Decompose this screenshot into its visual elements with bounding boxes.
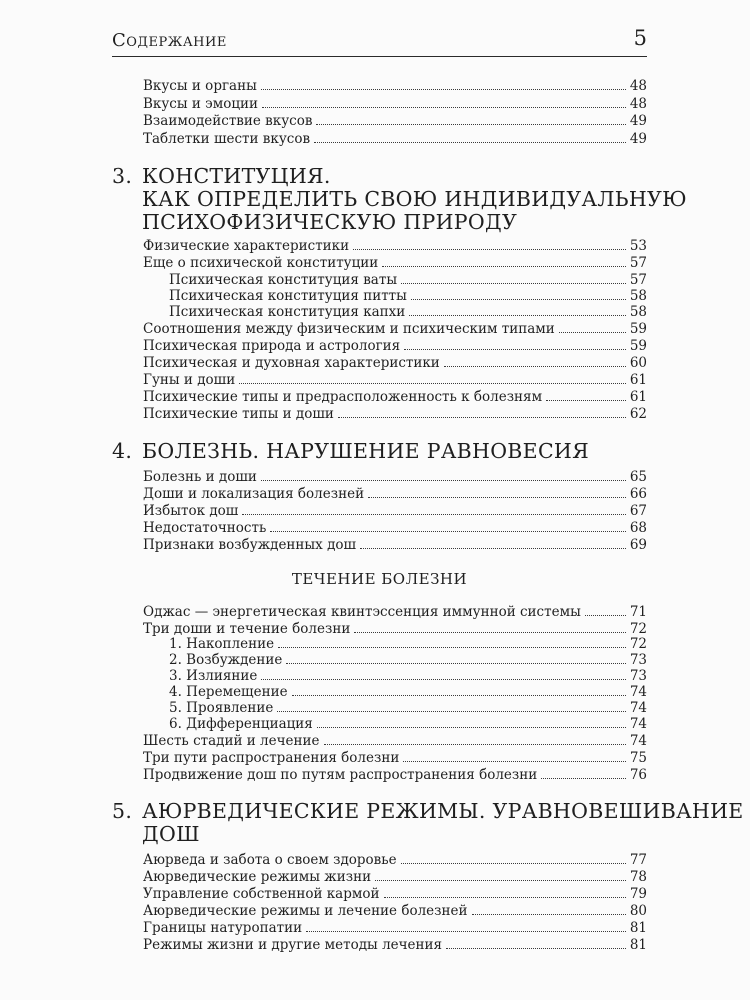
chapter-title-line: ДОШ xyxy=(142,822,200,846)
leader-dots xyxy=(306,918,626,932)
leader-dots xyxy=(546,387,626,401)
toc-entry-title: Психическая конституция капхи xyxy=(169,304,406,320)
toc-entry[interactable] xyxy=(143,76,647,94)
chapter-number: 3. xyxy=(112,164,133,188)
toc-entry[interactable] xyxy=(143,501,647,519)
chapter-title-line: АЮРВЕДИЧЕСКИЕ РЕЖИМЫ. УРАВНОВЕШИВАНИЕ xyxy=(142,799,744,823)
toc-entry-title: Вкусы и органы xyxy=(143,78,257,94)
toc-entry-page: 58 xyxy=(629,288,647,304)
leader-dots xyxy=(324,731,626,745)
leader-dots xyxy=(292,682,626,696)
leader-dots xyxy=(382,253,626,267)
toc-entry-title: Психические типы и доши xyxy=(143,406,334,422)
toc-entry-page: 66 xyxy=(629,486,647,502)
toc-entry-title: Соотношения между физическим и психическим типами xyxy=(143,321,555,337)
leader-dots xyxy=(354,619,625,633)
toc-entry-title: Оджас — энергетическая квинтэссенция иммунной системы xyxy=(143,604,581,620)
toc-entry-page: 75 xyxy=(629,750,647,766)
toc-entry-title: Взаимодействие вкусов xyxy=(143,113,313,129)
leader-dots xyxy=(559,319,626,333)
leader-dots xyxy=(368,484,626,498)
toc-entry-title: Режимы жизни и другие методы лечения xyxy=(143,937,443,953)
toc-entry[interactable] xyxy=(143,111,647,129)
leader-dots xyxy=(384,884,626,898)
leader-dots xyxy=(261,76,626,90)
chapter-title-line: КАК ОПРЕДЕЛИТЬ СВОЮ ИНДИВИДУАЛЬНУЮ xyxy=(142,187,687,211)
toc-entry-title: Психическая природа и астрология xyxy=(143,338,401,354)
chapter-title-line: КОНСТИТУЦИЯ. xyxy=(142,164,331,188)
toc-entry-title: Управление собственной кармой xyxy=(143,886,380,902)
toc-entry-title: Шесть стадий и лечение xyxy=(143,733,320,749)
leader-dots xyxy=(401,850,626,864)
leader-dots xyxy=(270,518,626,532)
toc-entry-title: Таблетки шести вкусов xyxy=(143,131,311,147)
toc-entry-page: 69 xyxy=(629,537,647,553)
toc-entry-page: 59 xyxy=(629,321,647,337)
leader-dots xyxy=(314,129,626,143)
toc-entry-title: Еще о психической конституции xyxy=(143,255,379,271)
toc-entry-page: 58 xyxy=(629,304,647,320)
leader-dots xyxy=(278,634,626,648)
toc-entry-title: Три пути распространения болезни xyxy=(143,750,400,766)
toc-entry[interactable] xyxy=(143,319,647,337)
leader-dots xyxy=(541,765,626,779)
toc-entry[interactable] xyxy=(143,467,647,485)
toc-entry-title: Гуны и доши xyxy=(143,372,236,388)
toc-entry-title: Аюрведа и забота о своем здоровье xyxy=(143,852,397,868)
toc-subentry[interactable] xyxy=(169,302,647,320)
leader-dots xyxy=(444,353,626,367)
toc-entry[interactable] xyxy=(143,748,647,766)
toc-entry-title: Психическая конституция ваты xyxy=(169,272,398,288)
leader-dots xyxy=(239,370,626,384)
leader-dots xyxy=(261,666,625,680)
toc-entry[interactable] xyxy=(143,387,647,405)
toc-entry-title: Доши и локализация болезней xyxy=(143,486,365,502)
running-header-title: Содержание xyxy=(112,30,227,51)
toc-entry-title: Границы натуропатии xyxy=(143,920,303,936)
toc-entry-page: 61 xyxy=(629,372,647,388)
toc-entry-page: 74 xyxy=(629,716,647,732)
leader-dots xyxy=(360,535,626,549)
toc-entry-page: 81 xyxy=(629,920,647,936)
toc-entry[interactable] xyxy=(143,253,647,271)
leader-dots xyxy=(585,602,626,616)
leader-dots xyxy=(286,650,625,664)
toc-entry-title: Продвижение дош по путям распространения болезни xyxy=(143,767,538,783)
leader-dots xyxy=(261,467,626,481)
section-heading[interactable]: ТЕЧЕНИЕ БОЛЕЗНИ xyxy=(291,570,468,588)
toc-entry[interactable] xyxy=(143,867,647,885)
chapter-title-line: ПСИХОФИЗИЧЕСКУЮ ПРИРОДУ xyxy=(142,210,518,234)
toc-entry-page: 68 xyxy=(629,520,647,536)
toc-entry-title: Аюрведические режимы и лечение болезней xyxy=(143,903,468,919)
toc-entry-title: 5. Проявление xyxy=(169,700,274,716)
leader-dots xyxy=(353,236,626,250)
toc-entry-page: 65 xyxy=(629,469,647,485)
leader-dots xyxy=(411,286,626,300)
toc-entry-title: Психические типы и предрасположенность к болезням xyxy=(143,389,543,405)
toc-entry-page: 49 xyxy=(629,113,647,129)
leader-dots xyxy=(409,302,626,316)
toc-entry-page: 80 xyxy=(629,903,647,919)
toc-entry-page: 59 xyxy=(629,338,647,354)
toc-entry[interactable] xyxy=(143,535,647,553)
chapter-heading-3[interactable] xyxy=(112,164,687,235)
toc-entry-page: 67 xyxy=(629,503,647,519)
leader-dots xyxy=(317,714,626,728)
toc-entry-page: 74 xyxy=(629,700,647,716)
leader-dots xyxy=(446,935,626,949)
toc-entry-title: 1. Накопление xyxy=(169,636,275,652)
toc-entry-title: Вкусы и эмоции xyxy=(143,96,259,112)
toc-subentry[interactable] xyxy=(169,714,647,732)
toc-entry-page: 81 xyxy=(629,937,647,953)
toc-entry-page: 49 xyxy=(629,131,647,147)
running-header xyxy=(112,26,647,57)
toc-entry-page: 79 xyxy=(629,886,647,902)
toc-entry-page: 73 xyxy=(629,668,647,684)
toc-entry[interactable] xyxy=(143,918,647,936)
toc-entry-page: 72 xyxy=(629,621,647,637)
toc-entry-title: 6. Дифференциация xyxy=(169,716,313,732)
leader-dots xyxy=(403,748,625,762)
toc-entry-page: 77 xyxy=(629,852,647,868)
toc-entry-page: 71 xyxy=(629,604,647,620)
leader-dots xyxy=(316,111,625,125)
toc-entry[interactable] xyxy=(143,765,647,783)
toc-entry[interactable] xyxy=(143,731,647,749)
chapter-heading-5[interactable] xyxy=(112,799,744,848)
toc-entry[interactable] xyxy=(143,336,647,354)
toc-entry-title: Избыток дош xyxy=(143,503,239,519)
toc-entry-title: Психическая и духовная характеристики xyxy=(143,355,440,371)
toc-entry-page: 48 xyxy=(629,78,647,94)
toc-entry[interactable] xyxy=(143,404,647,422)
toc-entry[interactable] xyxy=(143,901,647,919)
toc-entry[interactable] xyxy=(143,850,647,868)
toc-entry-page: 73 xyxy=(629,652,647,668)
toc-entry-title: 4. Перемещение xyxy=(169,684,288,700)
toc-entry-page: 61 xyxy=(629,389,647,405)
toc-entry-page: 78 xyxy=(629,869,647,885)
toc-entry-title: Психическая конституция питты xyxy=(169,288,407,304)
toc-entry[interactable] xyxy=(143,353,647,371)
toc-entry-title: 3. Излияние xyxy=(169,668,258,684)
toc-entry-page: 62 xyxy=(629,406,647,422)
toc-entry[interactable] xyxy=(143,602,647,620)
toc-entry-page: 76 xyxy=(629,767,647,783)
leader-dots xyxy=(338,404,626,418)
toc-entry[interactable] xyxy=(143,370,647,388)
toc-entry-title: Аюрведические режимы жизни xyxy=(143,869,372,885)
leader-dots xyxy=(472,901,626,915)
toc-entry-page: 74 xyxy=(629,733,647,749)
toc-entry-title: 2. Возбуждение xyxy=(169,652,283,668)
toc-entry[interactable] xyxy=(143,129,647,147)
chapter-number: 4. xyxy=(112,439,133,463)
page-number: 5 xyxy=(633,26,647,50)
toc-entry-page: 57 xyxy=(629,272,647,288)
toc-entry[interactable] xyxy=(143,94,647,112)
leader-dots xyxy=(262,94,626,108)
toc-entry-title: Признаки возбужденных дош xyxy=(143,537,357,553)
chapter-title-line: БОЛЕЗНЬ. НАРУШЕНИЕ РАВНОВЕСИЯ xyxy=(142,439,589,463)
toc-entry-title: Болезнь и доши xyxy=(143,469,257,485)
toc-entry-page: 53 xyxy=(629,238,647,254)
toc-entry-page: 57 xyxy=(629,255,647,271)
leader-dots xyxy=(277,698,625,712)
chapter-number: 5. xyxy=(112,799,133,823)
leader-dots xyxy=(404,336,626,350)
toc-entry[interactable] xyxy=(143,236,647,254)
toc-entry-title: Недостаточность xyxy=(143,520,267,536)
toc-entry-title: Три доши и течение болезни xyxy=(143,621,351,637)
leader-dots xyxy=(375,867,626,881)
toc-entry[interactable] xyxy=(143,935,647,953)
toc-entry-page: 72 xyxy=(629,636,647,652)
leader-dots xyxy=(401,270,626,284)
leader-dots xyxy=(242,501,625,515)
toc-entry-page: 60 xyxy=(629,355,647,371)
chapter-heading-4[interactable] xyxy=(112,440,652,464)
toc-entry-title: Физические характеристики xyxy=(143,238,350,254)
toc-entry[interactable] xyxy=(143,484,647,502)
toc-entry-page: 48 xyxy=(629,96,647,112)
toc-entry[interactable] xyxy=(143,518,647,536)
toc-entry-page: 74 xyxy=(629,684,647,700)
toc-entry[interactable] xyxy=(143,884,647,902)
